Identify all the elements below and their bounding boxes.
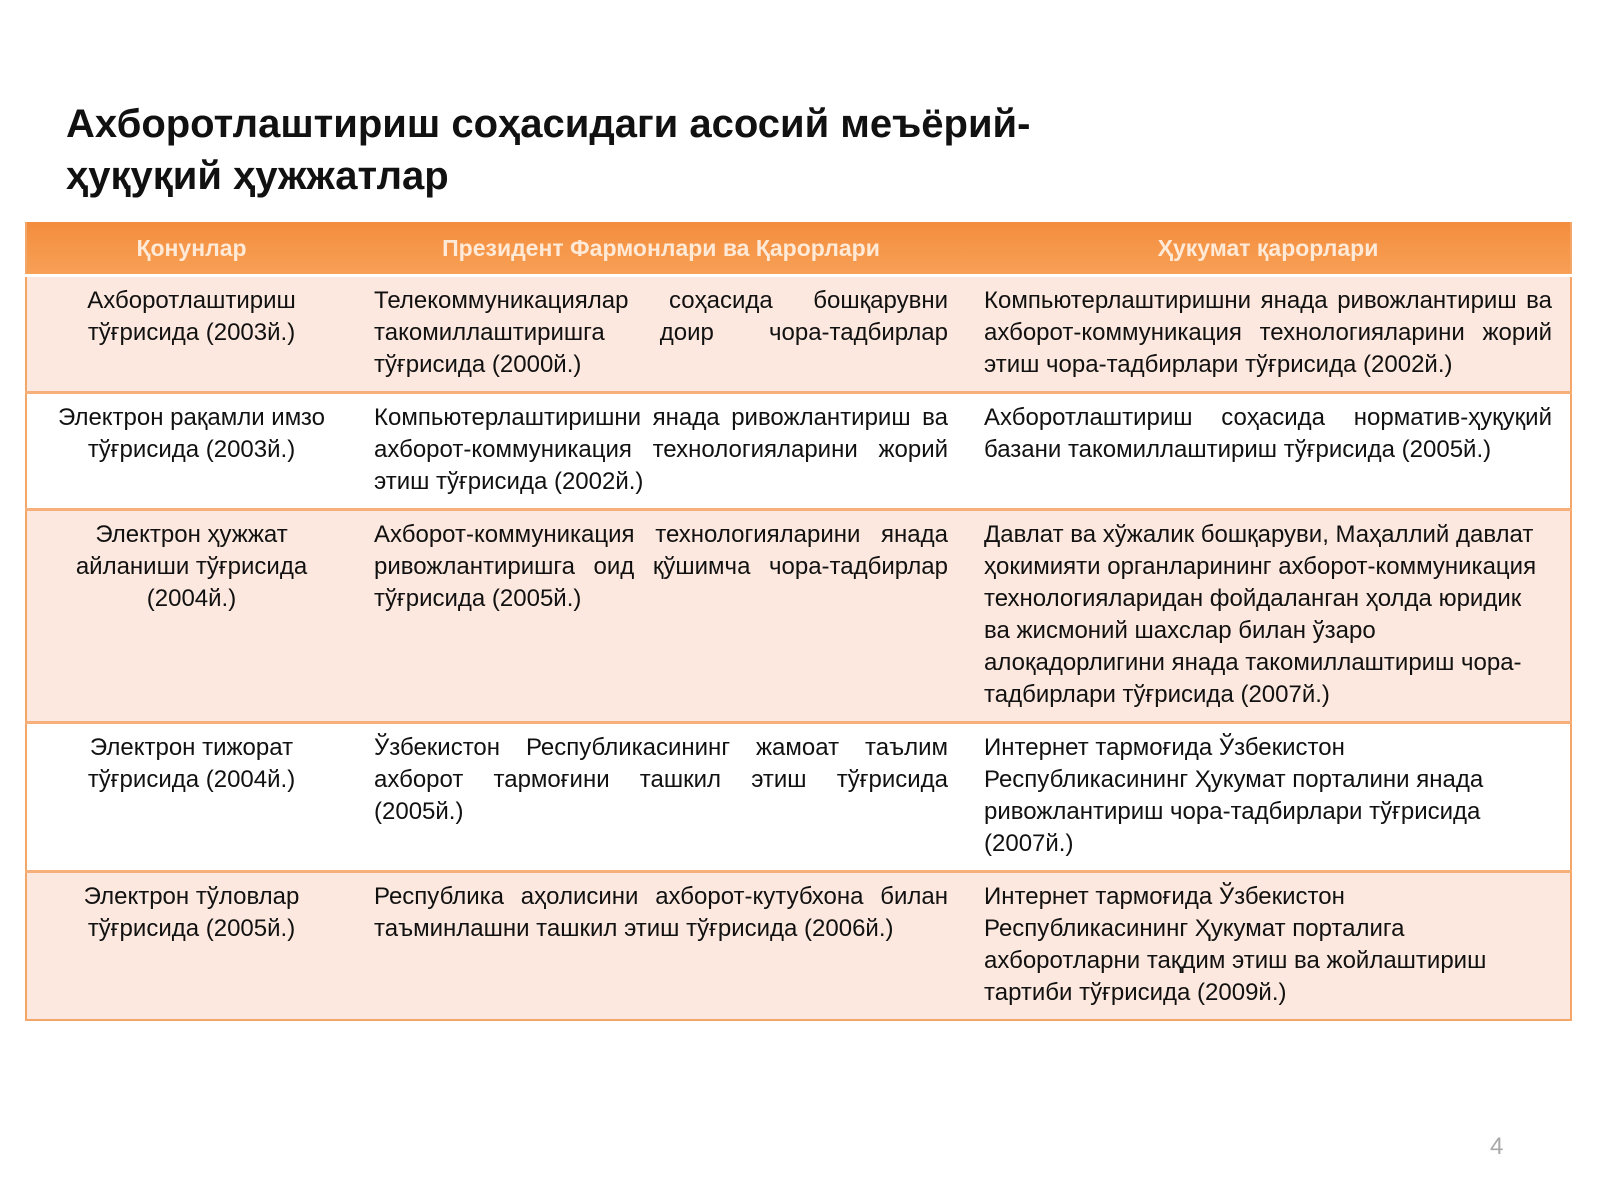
cell-presidential: Ўзбекистон Республикасининг жамоат таълим ахборот тармоғини ташкил этиш тўғрисида (2005й.) bbox=[356, 723, 966, 872]
cell-presidential: Телекоммуникациялар соҳасида бошқарувни такомиллаштиришга доир чора-тадбирлар тўғрисида (2000й.) bbox=[356, 276, 966, 393]
cell-law: Электрон тўловлар тўғрисида (2005й.) bbox=[26, 872, 356, 1021]
header-laws: Қонунлар bbox=[26, 222, 356, 276]
cell-presidential: Ахборот-коммуникация технологияларини янада ривожлантиришга оид қўшимча чора-тадбирлар тўғрисида (2005й.) bbox=[356, 510, 966, 723]
table-row bbox=[26, 510, 1571, 723]
slide-title bbox=[66, 98, 1216, 202]
table-row bbox=[26, 872, 1571, 1021]
table-row bbox=[26, 393, 1571, 510]
cell-government: Ахборотлаштириш соҳасида норматив-ҳуқуқий базани такомиллаштириш тўғрисида (2005й.) bbox=[966, 393, 1571, 510]
header-presidential-decrees: Президент Фармонлари ва Қарорлари bbox=[356, 222, 966, 276]
cell-government: Интернет тармоғида Ўзбекистон Республикасининг Ҳукумат порталини янада ривожлантириш чора-тадбирлари тўғрисида (2007й.) bbox=[966, 723, 1571, 872]
cell-government: Давлат ва хўжалик бошқаруви, Маҳаллий давлат ҳокимияти органларининг ахборот-коммуникация технологияларидан фойдаланган ҳолда юридик ва жисмоний шахслар билан ўзаро алоқадорлигини янада такомиллаштириш чора-тадбирлари тўғрисида (2007й.) bbox=[966, 510, 1571, 723]
cell-presidential: Компьютерлаштиришни янада ривожлантириш ва ахборот-коммуникация технологияларини жорий этиш тўғрисида (2002й.) bbox=[356, 393, 966, 510]
slide-title-line-1: Ахборотлаштириш соҳасидаги асосий меъёрий- bbox=[66, 102, 1031, 146]
cell-presidential: Республика аҳолисини ахборот-кутубхона билан таъминлашни ташкил этиш тўғрисида (2006й.) bbox=[356, 872, 966, 1021]
cell-law: Электрон ҳужжат айланиши тўғрисида (2004й.) bbox=[26, 510, 356, 723]
cell-government: Компьютерлаштиришни янада ривожлантириш ва ахборот-коммуникация технологияларини жорий этиш чора-тадбирлари тўғрисида (2002й.) bbox=[966, 276, 1571, 393]
cell-government: Интернет тармоғида Ўзбекистон Республикасининг Ҳукумат порталига ахборотларни тақдим этиш ва жойлаштириш тартиби тўғрисида (2009й.) bbox=[966, 872, 1571, 1021]
legal-documents-table-wrapper bbox=[25, 222, 1570, 1021]
header-government-resolutions: Ҳукумат қарорлари bbox=[966, 222, 1571, 276]
cell-law: Электрон рақамли имзо тўғрисида (2003й.) bbox=[26, 393, 356, 510]
page-number: 4 bbox=[1490, 1133, 1504, 1160]
slide-title-line-2: ҳуқуқий ҳужжатлар bbox=[66, 154, 449, 198]
table-header-row bbox=[26, 222, 1571, 276]
table-row bbox=[26, 723, 1571, 872]
cell-law: Ахборотлаштириш тўғрисида (2003й.) bbox=[26, 276, 356, 393]
table-row bbox=[26, 276, 1571, 393]
legal-documents-table bbox=[25, 222, 1572, 1021]
cell-law: Электрон тижорат тўғрисида (2004й.) bbox=[26, 723, 356, 872]
